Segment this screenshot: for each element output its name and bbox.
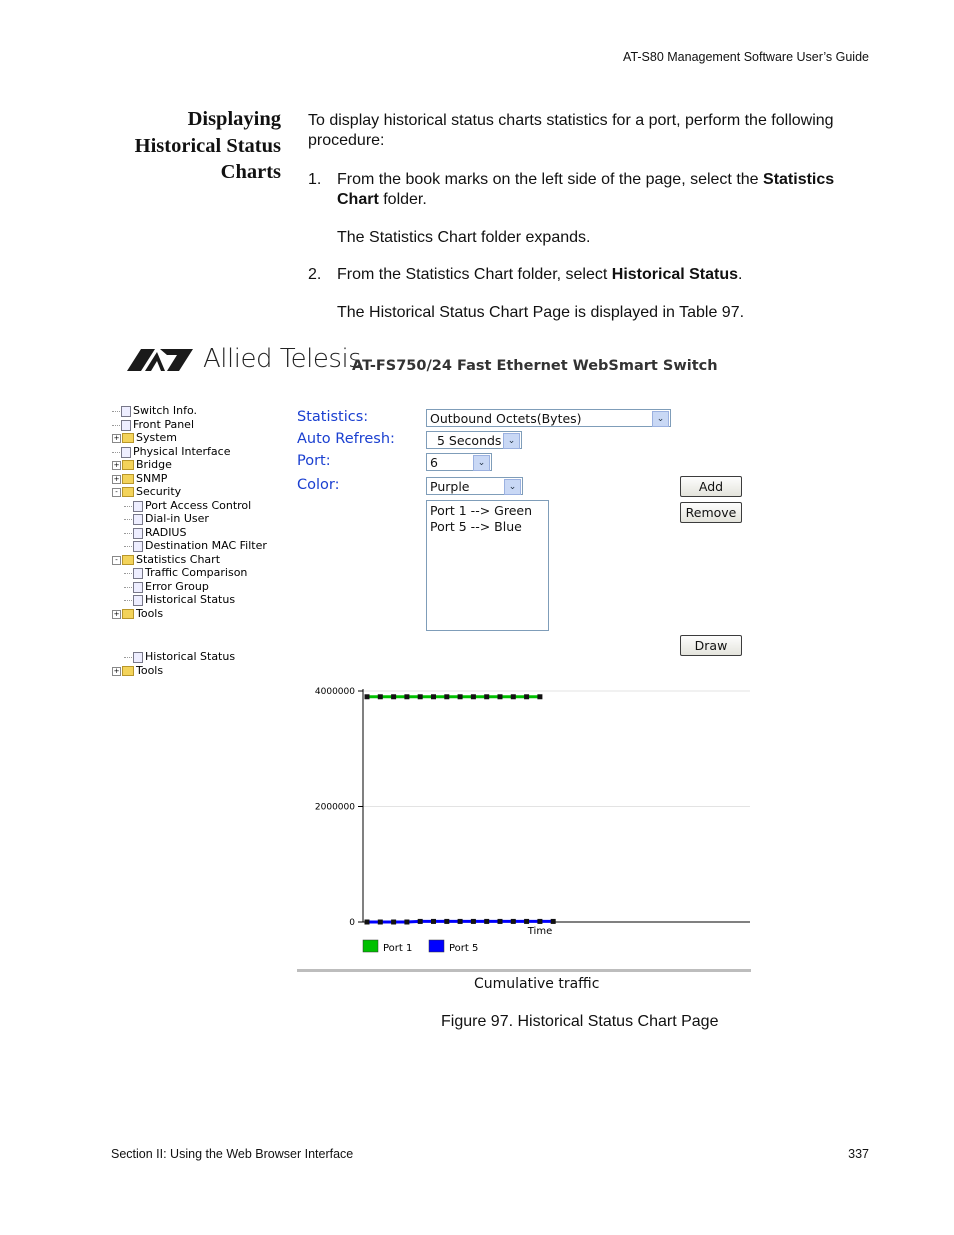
tree-connector (124, 573, 132, 574)
data-point (444, 694, 449, 699)
data-point (431, 694, 436, 699)
chevron-down-icon: ⌄ (652, 411, 669, 427)
section-heading-line1: Displaying (187, 108, 281, 130)
collapse-icon[interactable]: - (112, 488, 121, 497)
brand-name: Allied Telesis (203, 344, 362, 374)
tree-item[interactable] (112, 472, 167, 485)
allied-telesis-logo-icon (127, 349, 193, 372)
data-point (471, 919, 476, 924)
tree-connector (124, 657, 132, 658)
section-heading (100, 106, 281, 186)
tree-item[interactable] (112, 553, 220, 566)
step-text: From the book marks on the left side of the page, select the Statistics Chart folder. (337, 171, 835, 208)
step-number: 1. (308, 171, 322, 188)
y-tick-label: 4000000 (314, 687, 355, 697)
tree-item-label: Historical Status (145, 593, 236, 606)
folder-icon (122, 433, 134, 443)
data-point (378, 920, 383, 925)
data-point (484, 694, 489, 699)
tree-item-label: Security (136, 485, 182, 498)
data-point (391, 920, 396, 925)
running-header: AT-S80 Management Software User’s Guide (623, 50, 869, 64)
step-text: From the Statistics Chart folder, select Historical Status. (337, 266, 743, 283)
legend-label: Port 1 (383, 943, 413, 954)
color-select[interactable]: Purple ⌄ (426, 477, 523, 495)
tree-item-label: Dial-in User (145, 512, 209, 525)
page-icon (121, 406, 131, 417)
product-title: AT-FS750/24 Fast Ethernet WebSmart Switch (352, 358, 718, 374)
tree-connector (124, 519, 132, 520)
data-point (418, 694, 423, 699)
data-point (404, 694, 409, 699)
list-item[interactable]: Port 5 --> Blue (430, 519, 522, 534)
data-point (391, 694, 396, 699)
remove-button[interactable]: Remove (680, 502, 742, 523)
folder-open-icon (122, 555, 134, 565)
tree-item[interactable] (112, 404, 197, 417)
data-point (498, 919, 503, 924)
tree-item[interactable] (112, 664, 163, 677)
data-point (431, 919, 436, 924)
folder-icon (122, 609, 134, 619)
tree-item-label: Bridge (136, 458, 172, 471)
data-point (524, 919, 529, 924)
step-result: The Statistics Chart folder expands. (337, 229, 591, 246)
tree-item-label: SNMP (136, 472, 168, 485)
data-point (418, 919, 423, 924)
page-icon (133, 541, 143, 552)
page-icon (133, 514, 143, 525)
chevron-down-icon: ⌄ (473, 455, 490, 471)
tree-connector (112, 411, 120, 412)
expand-icon[interactable]: + (113, 666, 120, 675)
page-icon (121, 420, 131, 431)
tree-item[interactable] (112, 431, 177, 444)
tree-item[interactable] (112, 607, 163, 620)
folder-icon (122, 460, 134, 470)
legend-swatch (429, 940, 444, 952)
tree-item[interactable] (124, 512, 209, 525)
footer-section: Section II: Using the Web Browser Interface (111, 1147, 354, 1161)
data-point (458, 694, 463, 699)
page-icon (133, 582, 143, 593)
collapse-icon[interactable]: - (112, 556, 121, 565)
page-icon (133, 652, 143, 663)
chevron-down-icon: ⌄ (503, 433, 520, 449)
selected-ports-list[interactable] (426, 500, 549, 631)
tree-item-label: Traffic Comparison (145, 566, 248, 579)
tree-item-label: RADIUS (145, 526, 187, 539)
page-icon (121, 447, 131, 458)
data-point (511, 694, 516, 699)
data-point (444, 919, 449, 924)
tree-item-label: Tools (136, 664, 164, 677)
y-tick-label: 2000000 (314, 802, 355, 813)
list-item[interactable]: Port 1 --> Green (430, 503, 533, 518)
tree-item[interactable] (124, 580, 209, 593)
statistics-label: Statistics: (297, 409, 369, 425)
data-point (537, 919, 542, 924)
chevron-down-icon: ⌄ (504, 479, 521, 495)
expand-icon[interactable]: + (113, 609, 120, 618)
tree-item-label: Port Access Control (145, 499, 252, 512)
expand-icon[interactable]: + (113, 460, 120, 469)
page-icon (133, 528, 143, 539)
data-point (471, 694, 476, 699)
add-button[interactable]: Add (680, 476, 742, 497)
section-heading-line3: Charts (220, 161, 281, 183)
port-select[interactable]: 6 ⌄ (426, 453, 492, 471)
expand-icon[interactable]: + (113, 474, 120, 483)
tree-item[interactable] (112, 485, 181, 498)
folder-icon (122, 666, 134, 676)
draw-button[interactable]: Draw (680, 635, 742, 656)
auto-refresh-select[interactable]: 5 Seconds ⌄ (426, 431, 522, 449)
tree-connector (112, 452, 120, 453)
tree-item-label: Destination MAC Filter (145, 539, 267, 552)
y-tick-label: 0 (349, 918, 355, 928)
tree-connector (124, 600, 132, 601)
figure-caption: Figure 97. Historical Status Chart Page (441, 1013, 719, 1030)
tree-item[interactable] (124, 593, 235, 606)
tree-item[interactable] (112, 458, 172, 471)
tree-connector (112, 425, 120, 426)
data-point (365, 694, 370, 699)
tree-item[interactable] (124, 539, 267, 552)
data-point (498, 694, 503, 699)
chart-title: Cumulative traffic (474, 976, 600, 992)
tree-item-label: Front Panel (133, 418, 194, 431)
port-label: Port: (297, 453, 331, 469)
tree-item[interactable] (112, 418, 194, 431)
data-point (404, 920, 409, 925)
data-point (524, 694, 529, 699)
data-point (537, 694, 542, 699)
page-icon (133, 501, 143, 512)
tree-item[interactable] (124, 499, 251, 512)
page-icon (133, 568, 143, 579)
tree-connector (124, 546, 132, 547)
data-point (551, 919, 556, 924)
tree-item-label: System (136, 431, 178, 444)
data-point (484, 919, 489, 924)
legend-label: Port 5 (449, 943, 479, 954)
statistics-select[interactable]: Outbound Octets(Bytes) ⌄ (426, 409, 671, 427)
intro-paragraph: To display historical status charts statistics for a port, perform the following procedure: (308, 112, 834, 149)
tree-item-label: Physical Interface (133, 445, 231, 458)
data-point (378, 694, 383, 699)
tree-item-label: Historical Status (145, 650, 236, 663)
chart-divider (297, 969, 751, 972)
historical-status-chart (297, 678, 757, 963)
auto-refresh-label: Auto Refresh: (297, 431, 395, 447)
tree-item[interactable] (124, 526, 186, 539)
tree-item[interactable] (124, 566, 247, 579)
data-point (511, 919, 516, 924)
folder-open-icon (122, 487, 134, 497)
tree-connector (124, 506, 132, 507)
tree-item[interactable] (124, 650, 235, 663)
data-point (365, 920, 370, 925)
tree-item-label: Error Group (145, 580, 209, 593)
step-number: 2. (308, 266, 322, 283)
step-result: The Historical Status Chart Page is displayed in Table 97. (337, 304, 745, 321)
x-axis-label: Time (527, 926, 553, 937)
tree-item-label: Switch Info. (133, 404, 197, 417)
tree-connector (124, 587, 132, 588)
page-icon (133, 595, 143, 606)
tree-item-label: Tools (136, 607, 164, 620)
folder-icon (122, 474, 134, 484)
color-label: Color: (297, 477, 340, 493)
legend-swatch (363, 940, 378, 952)
tree-item-label: Statistics Chart (136, 553, 221, 566)
section-heading-line2: Historical Status (134, 134, 281, 157)
page-number: 337 (848, 1147, 869, 1161)
data-point (458, 919, 463, 924)
expand-icon[interactable]: + (113, 433, 120, 442)
tree-item[interactable] (112, 445, 231, 458)
tree-connector (124, 533, 132, 534)
